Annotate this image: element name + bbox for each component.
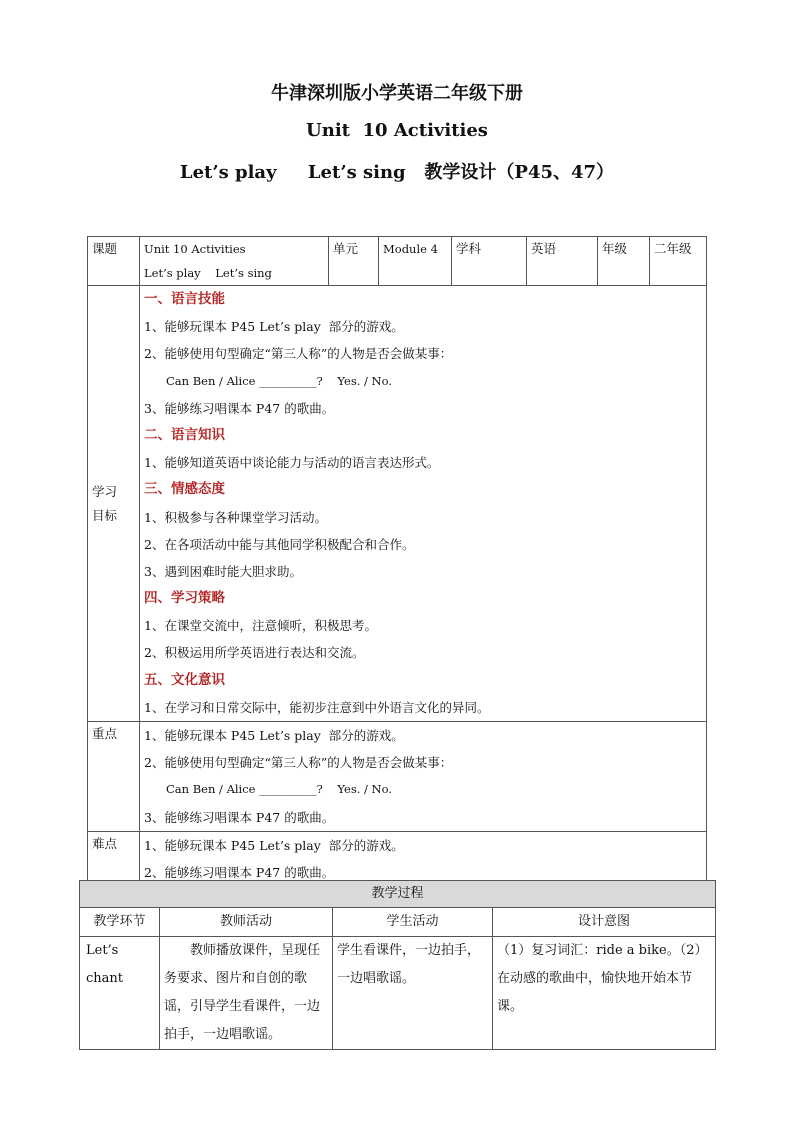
topic-label: 课题 xyxy=(88,237,140,286)
objectives-label-line-1: 学习 xyxy=(92,483,118,499)
subject-label: 学科 xyxy=(452,237,527,286)
objective-item: 3、遇到困难时能大胆求助。 xyxy=(144,563,302,579)
process-student-activity: 学生看课件，一边拍手，一边唱歌谣。 xyxy=(333,937,493,1050)
objectives-label-line-2: 目标 xyxy=(92,507,118,523)
process-stage: Let’s chant xyxy=(80,937,160,1050)
topic-line-2: Let’s play Let’s sing xyxy=(144,266,272,280)
lesson-title: Let’s play Let’s sing 教学设计（P45、47） xyxy=(179,162,615,183)
objective-item: 2、能够使用句型确定“第三人称”的人物是否会做某事： xyxy=(144,346,453,362)
objectives-label xyxy=(88,286,140,722)
grade-label: 年级 xyxy=(598,237,650,286)
objectives-row xyxy=(88,286,707,722)
topic-value xyxy=(140,237,329,286)
subject-value: 英语 xyxy=(527,237,598,286)
objective-item: 3、能够练习唱课本 P47 的歌曲。 xyxy=(144,400,335,416)
unit-value: Module 4 xyxy=(379,237,452,286)
info-row xyxy=(88,237,707,286)
lesson-plan-table xyxy=(87,236,707,887)
unit-title: Unit 10 Activities xyxy=(306,120,488,141)
key-point-item: 2、能够使用句型确定“第三人称”的人物是否会做某事： xyxy=(144,755,453,771)
difficult-point-item: 1、能够玩课本 P45 Let’s play 部分的游戏。 xyxy=(144,837,404,853)
objective-item: 2、在各项活动中能与其他同学积极配合和合作。 xyxy=(144,536,415,552)
key-point-item: 1、能够玩课本 P45 Let’s play 部分的游戏。 xyxy=(144,728,404,743)
process-header-intent: 设计意图 xyxy=(493,908,716,937)
process-title: 教学过程 xyxy=(80,881,716,908)
unit-label: 单元 xyxy=(329,237,379,286)
grade-value: 二年级 xyxy=(650,237,707,286)
process-header-row xyxy=(80,908,716,937)
objective-sentence-pattern: Can Ben / Alice __________? Yes. / No. xyxy=(166,373,392,388)
key-points-content xyxy=(140,722,707,832)
teaching-process-table xyxy=(79,880,716,1050)
difficult-points-content xyxy=(140,831,707,886)
process-row xyxy=(80,937,716,1050)
section-heading: 三、情感态度 xyxy=(144,481,225,498)
key-point-sentence-pattern: Can Ben / Alice __________? Yes. / No. xyxy=(166,782,392,797)
key-points-row xyxy=(88,722,707,832)
section-heading: 四、学习策略 xyxy=(144,590,225,607)
key-point-item: 3、能够练习唱课本 P47 的歌曲。 xyxy=(144,809,335,825)
section-heading: 五、文化意识 xyxy=(144,671,225,688)
difficult-point-item: 2、能够练习唱课本 P47 的歌曲。 xyxy=(144,864,335,880)
objective-item: 1、能够玩课本 P45 Let’s play 部分的游戏。 xyxy=(144,319,404,335)
objective-item: 1、能够知道英语中谈论能力与活动的语言表达形式。 xyxy=(144,455,440,471)
process-header-teacher: 教师活动 xyxy=(160,908,333,937)
process-header-stage: 教学环节 xyxy=(80,908,160,937)
difficult-points-row xyxy=(88,831,707,886)
objective-item: 1、积极参与各种课堂学习活动。 xyxy=(144,509,327,525)
objectives-content xyxy=(140,286,707,722)
key-points-label: 重点 xyxy=(88,722,140,832)
process-design-intent: （1）复习词汇：ride a bike。（2）在动感的歌曲中，愉快地开始本节课。 xyxy=(493,937,716,1050)
objective-item: 2、积极运用所学英语进行表达和交流。 xyxy=(144,645,365,661)
objective-item: 1、在学习和日常交际中，能初步注意到中外语言文化的异同。 xyxy=(144,699,490,715)
section-heading: 二、语言知识 xyxy=(144,426,225,443)
process-header-student: 学生活动 xyxy=(333,908,493,937)
topic-line-1: Unit 10 Activities xyxy=(144,242,246,256)
process-teacher-activity: 教师播放课件，呈现任务要求、图片和自创的歌谣，引导学生看课件，一边拍手，一边唱歌谣。 xyxy=(160,937,333,1050)
document-title: 牛津深圳版小学英语二年级下册 xyxy=(271,83,523,104)
section-heading: 一、语言技能 xyxy=(144,291,225,307)
objective-item: 1、在课堂交流中，注意倾听，积极思考。 xyxy=(144,618,377,634)
difficult-points-label: 难点 xyxy=(88,831,140,886)
